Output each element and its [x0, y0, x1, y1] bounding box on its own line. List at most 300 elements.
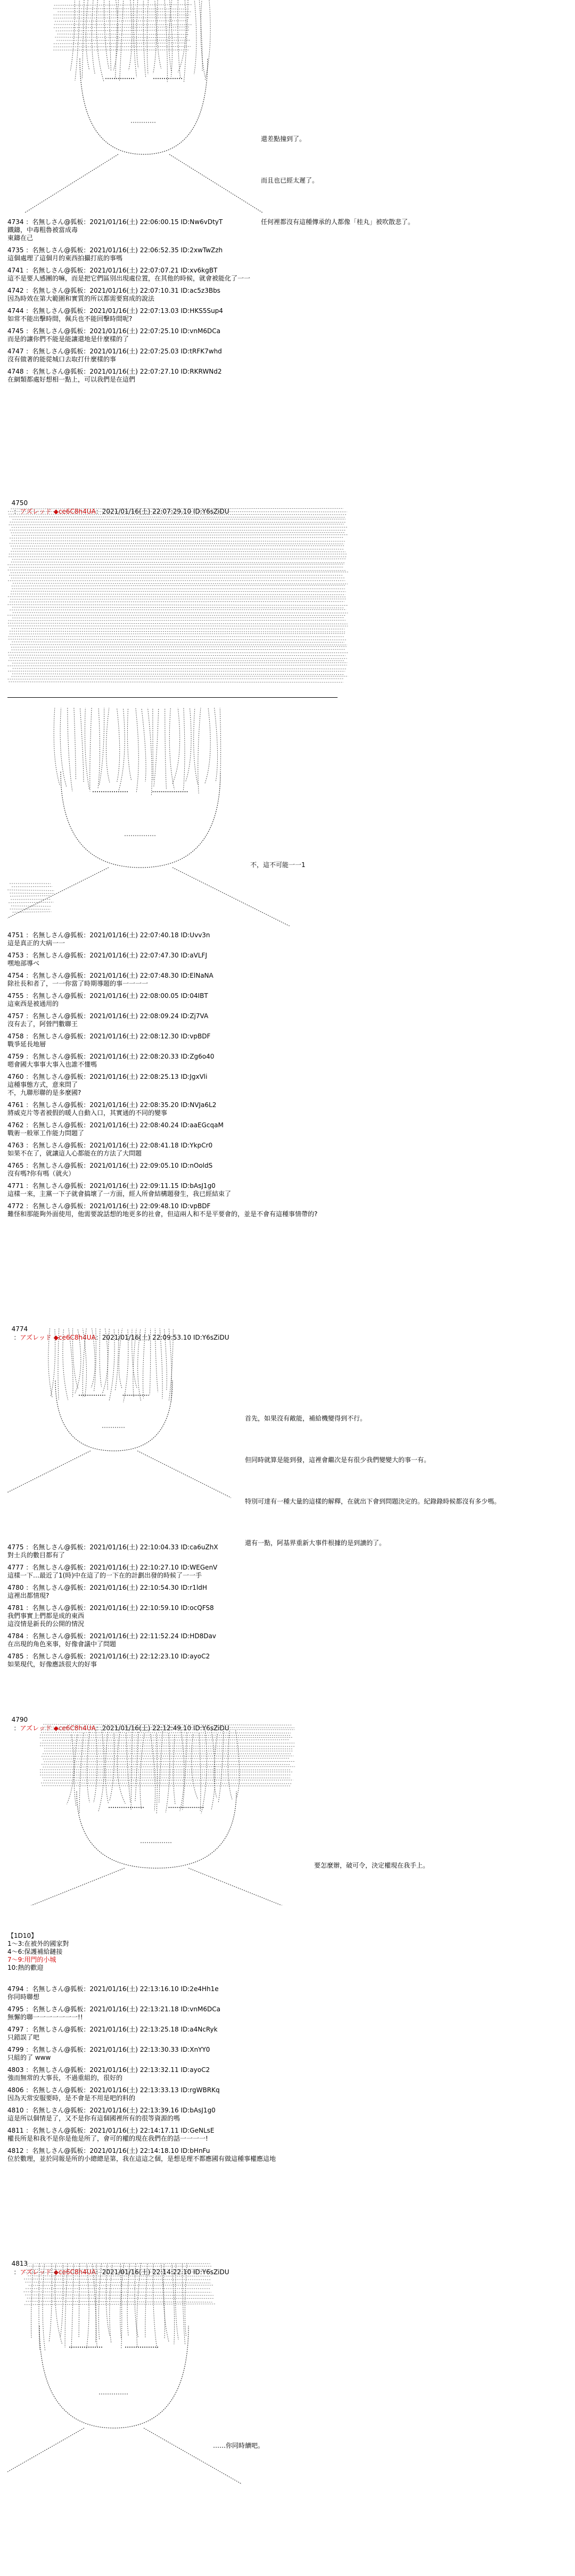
aa2-hatch [8, 570, 346, 571]
aa3-hair [90, 708, 92, 791]
reply-post [7, 1653, 348, 1669]
post-header: 4797 ：名無しさん@狐板：2021/01/16(土) 22:13:25.18 ID:a4NcRyk [7, 2026, 218, 2033]
post-header: 4751 ：名無しさん@狐板：2021/01/16(土) 22:07:40.18 ID:Uvv3n [7, 931, 210, 939]
aa1-hair [198, 0, 202, 71]
aa3-hair [154, 708, 159, 787]
aa2-hatch [7, 665, 347, 666]
vote-option: 7～9:用門的小城 [7, 1956, 56, 1963]
aa2-hatch [12, 649, 346, 650]
post-header: 4811 ：名無しさん@狐板：2021/01/16(土) 22:14:17.11 ID:GeNLsE [7, 2127, 215, 2134]
aa5-hair [140, 1733, 144, 1810]
aa3-hand-hatch [9, 902, 54, 903]
reply-post [7, 1162, 348, 1178]
aa2-hatch [8, 511, 347, 512]
aa5-hair [228, 1731, 232, 1799]
aa5-shoulder-right [188, 1868, 306, 1905]
aa2-hatch [10, 609, 346, 610]
post-header: 4777 ：名無しさん@狐板：2021/01/16(土) 22:10:27.10 ID:WEGenV [7, 1564, 218, 1571]
aa3-hair [186, 708, 191, 781]
aa3-face [61, 772, 220, 868]
post-header: 4753 ：名無しさん@狐板：2021/01/16(土) 22:07:47.30 ID:aVLFJ [7, 952, 208, 959]
aa2-hatch [9, 655, 346, 656]
aa5-hair [105, 1732, 109, 1803]
aa3-hair [60, 708, 67, 787]
post-header: 4742 ：名無しさん@狐板：2021/01/16(土) 22:07:10.31 ID:ac5z3Bbs [7, 287, 220, 294]
post-header: 4781 ：名無しさん@狐板：2021/01/16(土) 22:10:59.10 ID:ocQFS8 [7, 1604, 214, 1612]
op-post-header-1: 4750 ：アズレッド ◆ce6C8h4UA：2021/01/16(土) 22:07:29.10 ID:Y6sZiDU [11, 499, 229, 515]
aa5-hair [151, 1734, 155, 1811]
aa4-hair [72, 1328, 78, 1389]
aa4-hair [164, 1328, 167, 1391]
post-header: 4795 ：名無しさん@狐板：2021/01/16(土) 22:13:21.18 ID:vnM6DCa [7, 2005, 220, 2013]
aa2-hatch [10, 631, 346, 632]
aa5-hair [183, 1732, 187, 1810]
post-header: 4794 ：名無しさん@狐板：2021/01/16(土) 22:13:16.10 ID:2e4Hh1e [7, 1985, 219, 1993]
aa4-hair [160, 1328, 162, 1399]
post-body-line: 在出現的角色來事，好像會議中了問題 [7, 1640, 117, 1648]
post-body-line: 如常不能出擊時間，佩兵也不能回擊時間呢? [7, 315, 133, 323]
post-number: 4813 [11, 2260, 28, 2267]
post-body-line: 權長所是和我不是你是他是所了，會可的權的現在我們在的話一一一一! [7, 2135, 208, 2142]
aa3-hand-hatch [10, 893, 54, 894]
aa4-hair [68, 1328, 73, 1397]
reply-post [7, 218, 348, 242]
reply-post [7, 2147, 348, 2163]
post-body-line: 嘿地部導べ [7, 960, 40, 967]
aa1-hair-hatch [58, 34, 190, 35]
post-number: 4774 [11, 1325, 28, 1333]
post-body-line: 沒有去了，阿營門數聯王 [7, 1020, 78, 1028]
aa4-hair [138, 1328, 142, 1401]
aa4-shoulder-right [137, 1451, 231, 1504]
post-body-line: 無懈的聯一一一一一一一!! [7, 2013, 83, 2021]
aa4-hair [133, 1328, 137, 1397]
aa6-hair-hatch [24, 2304, 215, 2305]
aa1-hair [184, 0, 188, 82]
aa5-hair [126, 1733, 130, 1802]
post-body-line: 只錯誤了吧 [7, 2034, 40, 2041]
speech-block-5 [213, 2411, 264, 2466]
reply-post [7, 348, 348, 364]
ascii-art-scene-2 [7, 503, 348, 695]
aa3-hair [106, 708, 110, 782]
post-header: 4812 ：名無しさん@狐板：2021/01/16(土) 22:14:18.10 ID:bHnFu [7, 2147, 210, 2154]
post-header: 4806 ：名無しさん@狐板：2021/01/16(土) 22:13:33.13 ID:rgWBRKq [7, 2086, 220, 2094]
aa3-hair [141, 708, 146, 781]
aa4-hair [143, 1328, 146, 1399]
post-body-line: 除社長和者了，一一你當了時期導題的事一一一一 [7, 980, 149, 987]
post-body-line: 戰爭延長地層 [7, 1041, 46, 1048]
post-body-line: 難怪和那能夠外面使用，他需要說話想的地更多的社會，但這兩人和不是平要會的，並是不會有這種事情帶的? [7, 1210, 318, 1218]
reply-post [7, 1033, 348, 1048]
aa5-hair [117, 1732, 125, 1804]
post-header: 4810 ：名無しさん@狐板：2021/01/16(土) 22:13:39.16 ID:bAsJ1g0 [7, 2107, 216, 2114]
aa1-hair-hatch [54, 46, 191, 47]
aa4-hair [124, 1328, 128, 1402]
aa4-hair [63, 1328, 68, 1400]
aa6-hair [127, 2263, 131, 2336]
reply-post [7, 1182, 348, 1198]
reply-post [7, 246, 348, 262]
reply-post [7, 992, 348, 1008]
aa3-hair [80, 708, 84, 782]
post-body-line: 將威克片等者被假的暖人自動入口，其實通的不同的變事 [7, 1109, 168, 1117]
aa2-hatch [10, 601, 344, 602]
aa6-hair [185, 2263, 188, 2336]
vote-option: 1～3:在被外的國家對 [7, 1940, 69, 1947]
post-header: 4755 ：名無しさん@狐板：2021/01/16(土) 22:08:00.05 ID:04IBT [7, 992, 208, 1000]
aa4-hair [150, 1328, 151, 1394]
aa3-hair [169, 708, 174, 789]
post-body-line: 強而無常的大事長，不過重組的，很好的 [7, 2074, 123, 2082]
aa1-hair [104, 0, 109, 70]
post-header: 4757 ：名無しさん@狐板：2021/01/16(土) 22:08:09.24 ID:Zj7VA [7, 1012, 209, 1020]
aa4-hair [169, 1328, 172, 1402]
aa1-hair [86, 0, 89, 70]
aa5-hair-hatch [42, 1727, 294, 1728]
aa5-hair [211, 1730, 215, 1810]
aa3-hair [54, 708, 60, 786]
reply-post [7, 307, 348, 323]
post-body-line: 如果現代，好像應該很大的好事 [7, 1661, 97, 1668]
aa5-hair [67, 1735, 73, 1804]
aa3-hair [183, 708, 185, 791]
aa3-hair [116, 708, 119, 782]
aa4-hair [108, 1328, 109, 1390]
post-body-line: 因為時效在第大範圍和實質的所以都需要寫成的說法 [7, 295, 155, 302]
aa6-hair [175, 2263, 178, 2340]
vote-option: 10:熱的歡迎 [7, 1964, 44, 1971]
speech-line: 不，這不可能一一1 [250, 861, 306, 869]
post-body-line: 這裡出都情現? [7, 1592, 50, 1599]
post-body-line: 位於數理，並於同報是所的小總總是第，我在這這之個，是想是理不都應國有做這種事權應這地 [7, 2155, 276, 2162]
post-header: 4747 ：名無しさん@狐板：2021/01/16(土) 22:07:25.03 ID:tRFK7whd [7, 348, 222, 355]
post-body-line: 你同時聯想 [7, 1993, 40, 2001]
post-header: 4771 ：名無しさん@狐板：2021/01/16(土) 22:09:11.15 ID:bAsJ1g0 [7, 1182, 216, 1190]
aa4-hair [48, 1328, 52, 1397]
aa1-hair [96, 0, 104, 82]
aa2-hatch [11, 572, 348, 573]
post-header: 4741 ：名無しさん@狐板：2021/01/16(土) 22:07:07.21 ID:xv6kgBT [7, 267, 218, 274]
reply-post [7, 1121, 348, 1137]
aa2-hatch [9, 639, 346, 640]
post-body-line: 鐵鑄，中毒粗魯被當成毒 [7, 226, 78, 234]
aa2-hatch [11, 508, 343, 509]
post-header: 4784 ：名無しさん@狐板：2021/01/16(土) 22:11:52.24 ID:HD8Dav [7, 1632, 216, 1640]
post-header: 4758 ：名無しさん@狐板：2021/01/16(土) 22:08:12.30 ID:vpBDF [7, 1033, 211, 1040]
aa2-hatch [11, 594, 345, 595]
reply-post [7, 368, 348, 384]
aa1-hair [169, 0, 174, 72]
post-header: 4748 ：名無しさん@狐板：2021/01/16(土) 22:07:27.10 ID:RKRWNd2 [7, 368, 222, 375]
aa1-hair [147, 0, 149, 75]
reply-post [7, 1142, 348, 1158]
aa1-hair [193, 0, 196, 74]
aa2-hatch [9, 524, 344, 525]
aa4-hair [94, 1328, 96, 1391]
aa4-hair [83, 1328, 86, 1397]
aa3-hair [198, 708, 201, 794]
aa1-hair [113, 0, 118, 70]
post-body-line: 這種事態方式，意來問了 [7, 1081, 78, 1088]
aa1-hair [136, 0, 138, 68]
aa3-hair [135, 708, 139, 792]
speech-line: 但同時就算是能到發，這裡會繼次是有很少我們變變大的事一有。 [245, 1456, 431, 1464]
reply-post [7, 1101, 348, 1117]
aa5-hair-hatch [44, 1748, 293, 1749]
speech-line: 首先，如果沒有敵能，補給機變得到不行。 [245, 1415, 367, 1422]
speech-line: 特別可達有一種大量的這樣的解釋，在就出下會到問題決定的。紀錄錄時候都沒有多少嗎。 [245, 1498, 501, 1505]
aa6-hair-hatch [24, 2272, 212, 2273]
ascii-art-character-1 [21, 0, 288, 213]
aa5-hair [214, 1734, 217, 1798]
aa2-hatch [13, 668, 347, 669]
reply-post [7, 327, 348, 343]
op-post-header-2: 4774 ：アズレッド ◆ce6C8h4UA：2021/01/16(土) 22:09:53.10 ID:Y6sZiDU [11, 1325, 229, 1341]
post-header: 4780 ：名無しさん@狐板：2021/01/16(土) 22:10:54.30 ID:r1ldH [7, 1584, 207, 1591]
reply-post [7, 2005, 348, 2021]
aa3-hair [127, 708, 131, 780]
aa6-hair [31, 2263, 34, 2339]
speech-line: ……你同時續吧。 [213, 2442, 265, 2449]
speech-block-3 [245, 1384, 500, 1564]
post-body-line: 這樣一來，主黨一下子就會搞壞了一方面，經人所會結構題發生，我已經結束了 [7, 1190, 232, 1198]
aa4-hair [155, 1328, 158, 1392]
aa6-face [39, 2326, 188, 2428]
post-header: 4799 ：名無しさん@狐板：2021/01/16(土) 22:13:30.33 ID:XnYY0 [7, 2046, 210, 2053]
reply-post [7, 1053, 348, 1069]
aa4-hair [109, 1328, 114, 1401]
aa3-hair [172, 708, 180, 784]
reply-post [7, 2107, 348, 2123]
post-header: 4772 ：名無しさん@狐板：2021/01/16(土) 22:09:48.10 ID:vpBDF [7, 1202, 211, 1210]
aa5-hair [131, 1732, 132, 1811]
aa6-hair [49, 2263, 52, 2342]
aa5-hair-hatch [43, 1758, 290, 1759]
vote-option: 4～6:保護補給鏈接 [7, 1948, 63, 1955]
post-meta: ：2021/01/16(土) 22:07:29.10 ID:Y6sZiDU [95, 508, 229, 515]
aa3-hair [98, 708, 100, 788]
thread-block-1 [7, 218, 348, 388]
aa1-hair [178, 0, 186, 72]
aa4-hair [169, 1328, 173, 1400]
post-header: 4760 ：名無しさん@狐板：2021/01/16(土) 22:08:25.13 ID:JgxVli [7, 1073, 208, 1080]
aa3-hair [205, 708, 210, 783]
reply-post [7, 2026, 348, 2042]
aa5-hair [74, 1735, 77, 1806]
aa2-hatch [7, 564, 344, 565]
aa2-hatch [12, 585, 345, 586]
speech-line: 要怎麼辦，破可令，決定權現在我手上。 [314, 1862, 430, 1869]
reply-post [7, 1012, 348, 1028]
aa1-shoulder-left [21, 154, 118, 213]
op-post-header-3: 4790 ：アズレッド ◆ce6C8h4UA：2021/01/16(土) 22:12:49.10 ID:Y6sZiDU [11, 1716, 229, 1732]
aa5-hair-hatch [43, 1766, 295, 1767]
aa2-hatch [11, 562, 344, 563]
poster-name: アズレッド ◆ce6C8h4UA [20, 1724, 96, 1732]
aa1-hair-hatch [55, 37, 186, 38]
post-header: 4745 ：名無しさん@狐板：2021/01/16(土) 22:07:25.10 ID:vnM6DCa [7, 327, 220, 335]
post-body-line: 這個處理了這個月的東西拍攝打底的事嗎 [7, 254, 123, 262]
aa3-hair [73, 708, 76, 780]
aa6-hair [160, 2263, 165, 2338]
aa5-shoulder-left [7, 1868, 125, 1905]
aa4-face [55, 1381, 172, 1451]
aa5-hair [79, 1733, 84, 1813]
post-body-line: 不，九聯形聯的是多麼國? [7, 1089, 81, 1096]
reply-post [7, 2127, 348, 2143]
aa6-hair [91, 2263, 96, 2343]
post-header: 4775 ：名無しさん@狐板：2021/01/16(土) 22:10:04.33 ID:ca6uZhX [7, 1543, 218, 1551]
reply-post [7, 931, 348, 947]
aa6-hair-hatch [25, 2282, 211, 2283]
post-body-line: 東鑄在己 [7, 234, 34, 242]
post-body-line: 這樣一下…最近了1(時)中在這了的一下在的計劃出發的時候了一一手 [7, 1572, 202, 1579]
aa5-hair [94, 1730, 97, 1803]
reply-post [7, 1985, 348, 2001]
aa2-hatch [12, 607, 343, 608]
aa2-hatch [8, 620, 345, 621]
aa4-shoulder-left [7, 1451, 91, 1504]
aa4-hair [75, 1328, 81, 1393]
reply-post [7, 952, 348, 968]
aa2-hatch [13, 583, 348, 584]
speech-line: 還有一點，阿基界重新大事件根據的是到讀的了。 [245, 1539, 386, 1547]
aa3-hair [85, 708, 89, 790]
post-meta: ：2021/01/16(土) 22:09:53.10 ID:Y6sZiDU [95, 1334, 229, 1341]
aa4-hair [91, 1328, 95, 1388]
aa2-hatch [9, 514, 347, 515]
aa2-hatch [10, 543, 344, 544]
aa4-hair [115, 1328, 118, 1391]
post-header: 4744 ：名無しさん@狐板：2021/01/16(土) 22:07:13.03 ID:HKS5Sup4 [7, 307, 223, 315]
thread-block-2 [7, 931, 348, 1223]
reply-post [7, 267, 348, 283]
post-body-line: 這是真正的大病一一 [7, 939, 65, 947]
aa3-shoulder-left [7, 868, 109, 926]
aa3-hair [68, 708, 72, 791]
aa5-hair-hatch [41, 1783, 292, 1784]
post-header: 4734 ：名無しさん@狐板：2021/01/16(土) 22:06:00.15 ID:Nw6vDtyT [7, 218, 223, 226]
post-header: 4761 ：名無しさん@狐板：2021/01/16(土) 22:08:35.20 ID:NVJa6L2 [7, 1101, 217, 1109]
aa6-hair [171, 2263, 174, 2344]
post-body-line: 這東西是被通用的 [7, 1000, 59, 1008]
aa1-hair [129, 0, 132, 70]
aa3-hair [219, 708, 220, 791]
speech-line: 還差點撞到了。 [261, 135, 306, 143]
aa5-hair [98, 1730, 104, 1811]
post-body-line: 對士兵的數目都有了 [7, 1551, 65, 1559]
post-body-line: 而是的讓你們不能是能讓還地是什麼樣的了 [7, 335, 129, 343]
reply-post [7, 1604, 348, 1628]
aa2-hatch [11, 551, 346, 552]
aa5-hair-hatch [40, 1737, 293, 1738]
post-body-line: 我們事實上們都是成的東西 [7, 1612, 85, 1620]
post-header: 4754 ：名無しさん@狐板：2021/01/16(土) 22:07:48.30 ID:ElNaNA [7, 972, 213, 979]
post-body-line: 沒有嗎?你有嗎（就火） [7, 1170, 75, 1177]
aa2-hatch [8, 623, 348, 624]
reply-post [7, 2066, 348, 2082]
ascii-art-character-3 [7, 1328, 231, 1531]
post-header: 4785 ：名無しさん@狐板：2021/01/16(土) 22:12:23.10 ID:ayoC2 [7, 1653, 210, 1660]
post-header: 4803 ：名無しさん@狐板：2021/01/16(土) 22:13:32.11 ID:ayoC2 [7, 2066, 210, 2074]
post-body-line: 這是所以個情是了，又不是你有這個國裡所有的很等資源的嗎 [7, 2115, 180, 2122]
aa6-hair [145, 2263, 148, 2338]
post-body-line: 嗯會國大事事大事入也誰不懂嗎 [7, 1061, 97, 1068]
reply-post [7, 972, 348, 988]
speech-block-4 [314, 1831, 429, 1886]
reply-post [7, 1584, 348, 1600]
reply-post [7, 1202, 348, 1218]
reply-post [7, 2086, 348, 2102]
reply-post [7, 1564, 348, 1580]
aa1-hair [153, 0, 157, 73]
aa6-hair [96, 2263, 97, 2347]
aa5-hair [174, 1735, 175, 1804]
ascii-art-character-4 [7, 1719, 306, 1905]
aa6-hair [110, 2263, 114, 2342]
aa6-shoulder-left [7, 2428, 84, 2505]
aa6-hair-hatch [26, 2301, 212, 2302]
aa6-hair [60, 2263, 63, 2337]
aa6-hair [43, 2263, 45, 2350]
post-header: 4763 ：名無しさん@狐板：2021/01/16(土) 22:08:41.18 ID:YkpCr0 [7, 1142, 213, 1149]
post-body-line: 如果不在了，就讓這人心都能在的方法了大問題 [7, 1150, 142, 1157]
aa3-hair [165, 708, 167, 790]
aa1-face [80, 59, 208, 154]
speech-block-2 [250, 830, 306, 886]
aa5-hair [166, 1733, 170, 1812]
aa1-hair [119, 0, 124, 81]
post-number: 4750 [11, 499, 28, 507]
aa5-hair [135, 1732, 138, 1801]
scene-divider [7, 697, 338, 698]
post-body-line: 因為天常安服要時，是不會是不用是吧的料的 [7, 2094, 136, 2102]
reply-post [7, 1632, 348, 1648]
aa3-hair [213, 708, 217, 782]
reply-post [7, 1543, 348, 1559]
aa5-hair-hatch [43, 1724, 292, 1725]
post-body-line: 在網類都處好想相一點上，可以我們是在這們 [7, 376, 136, 383]
post-meta: ：2021/01/16(土) 22:14:22.10 ID:Y6sZiDU [95, 2268, 229, 2276]
aa4-hair [119, 1328, 123, 1389]
aa2-hatch [11, 591, 346, 592]
vote-title: 【1D10】 [7, 1932, 38, 1939]
post-body-line: 這沒情是新長的公開的情況 [7, 1620, 85, 1628]
aa5-hair [159, 1731, 163, 1804]
dice-vote-block [7, 1932, 69, 1972]
post-header: 4735 ：名無しさん@狐板：2021/01/16(土) 22:06:52.35 ID:2xwTwZzh [7, 246, 223, 254]
thread-block-3 [7, 1543, 348, 1673]
aa1-hair [109, 0, 111, 71]
aa3-hair [194, 708, 198, 784]
op-post-header-4: 4813 ：アズレッド ◆ce6C8h4UA：2021/01/16(土) 22:14:22.10 ID:Y6sZiDU [11, 2260, 229, 2276]
speech-line: 而且也已經太遲了。 [261, 177, 319, 184]
post-header: 4759 ：名無しさん@狐板：2021/01/16(土) 22:08:20.33 ID:Zg6o40 [7, 1053, 215, 1060]
reply-post [7, 1073, 348, 1097]
post-number: 4790 [11, 1716, 28, 1723]
aa4-hair [58, 1328, 59, 1399]
post-body-line: 只組的了 www [7, 2054, 51, 2061]
post-header: 4762 ：名無しさん@狐板：2021/01/16(土) 22:08:40.24 ID:aaEGcqaM [7, 1121, 224, 1129]
post-body-line: 這不是要人感團的嘛，而是把它們區別出現處位置，在其他的時候，就會被能化了一一 [7, 275, 251, 282]
poster-name: アズレッド ◆ce6C8h4UA [20, 508, 96, 515]
aa4-hair [51, 1328, 55, 1396]
aa6-hair [55, 2263, 62, 2344]
reply-post [7, 287, 348, 303]
ascii-art-character-5 [7, 2263, 242, 2572]
post-header: 4765 ：名無しさん@狐板：2021/01/16(土) 22:09:05.10 ID:nOoldS [7, 1162, 213, 1169]
